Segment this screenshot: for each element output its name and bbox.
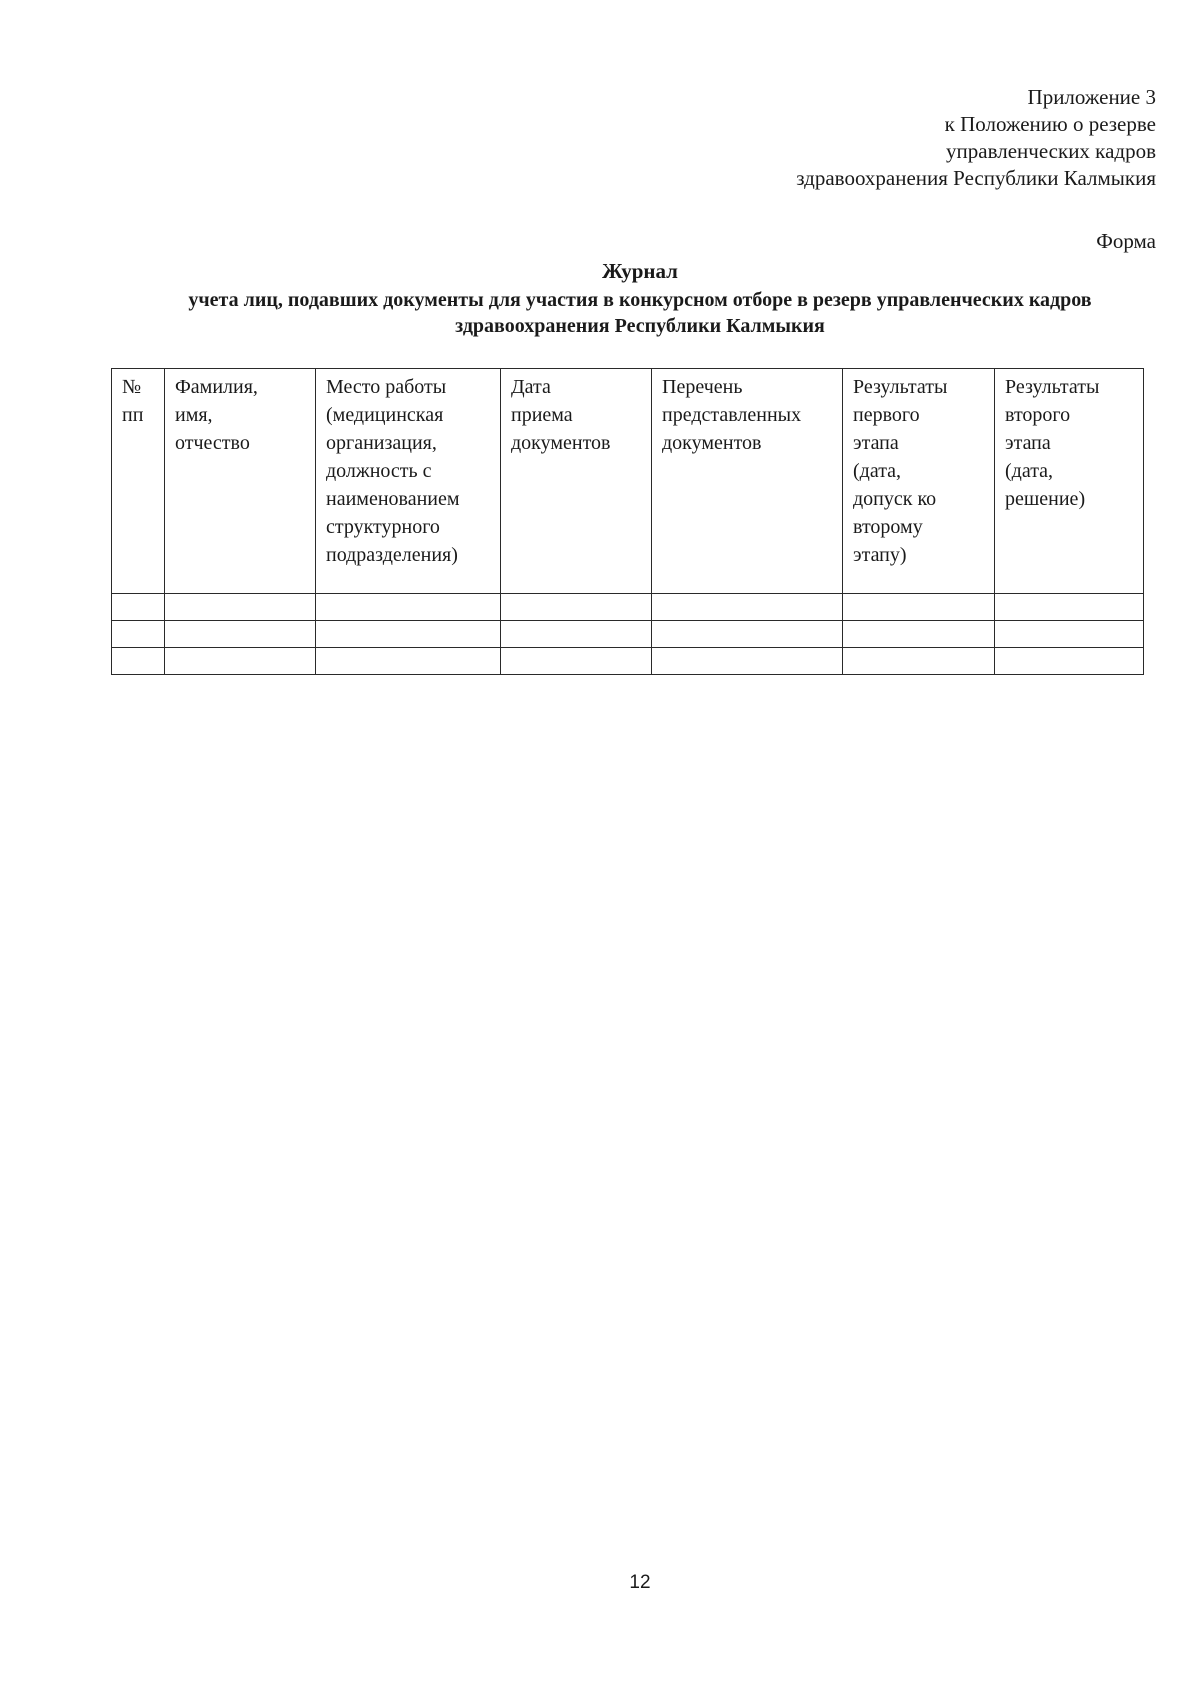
appendix-line: управленческих кадров [946, 139, 1156, 163]
column-header-documents-list: Перечень представленных документов [652, 369, 843, 594]
column-header-receipt-date: Дата приема документов [501, 369, 652, 594]
journal-title: Журнал [602, 259, 678, 283]
table-header-row [112, 369, 1144, 594]
table-cell [501, 648, 652, 675]
table-cell [165, 648, 316, 675]
table-cell [652, 621, 843, 648]
table-cell [165, 621, 316, 648]
column-header-full-name: Фамилия, имя, отчество [165, 369, 316, 594]
table-cell [843, 594, 995, 621]
column-header-second-stage-results: Результаты второго этапа (дата, решение) [995, 369, 1144, 594]
table-row [112, 621, 1144, 648]
column-header-number: № пп [112, 369, 165, 594]
table-cell [316, 594, 501, 621]
appendix-line: Приложение 3 [1027, 85, 1156, 109]
form-label: Форма [1096, 229, 1156, 253]
journal-table-body [112, 594, 1144, 675]
table-cell [165, 594, 316, 621]
appendix-line: здравоохранения Республики Калмыкия [796, 166, 1156, 190]
table-row [112, 594, 1144, 621]
table-cell [995, 594, 1144, 621]
table-cell [995, 648, 1144, 675]
journal-subtitle: учета лиц, подавших документы для участия в конкурсном отборе в резерв управленческих кадров здравоохранения Республики Калмыкия [188, 289, 1092, 337]
appendix-line: к Положению о резерве [944, 112, 1156, 136]
table-cell [316, 648, 501, 675]
page-number: 12 [629, 1572, 651, 1593]
table-cell [112, 648, 165, 675]
journal-table [111, 368, 1144, 675]
column-header-first-stage-results: Результаты первого этапа (дата, допуск ко второму этапу) [843, 369, 995, 594]
table-cell [652, 594, 843, 621]
table-cell [843, 621, 995, 648]
table-cell [112, 594, 165, 621]
table-cell [501, 621, 652, 648]
table-cell [501, 594, 652, 621]
table-cell [843, 648, 995, 675]
table-cell [316, 621, 501, 648]
column-header-workplace: Место работы (медицинская организация, должность с наименованием структурного подразделения) [316, 369, 501, 594]
table-cell [112, 621, 165, 648]
table-cell [995, 621, 1144, 648]
table-row [112, 648, 1144, 675]
table-cell [652, 648, 843, 675]
appendix-reference [796, 84, 1156, 192]
